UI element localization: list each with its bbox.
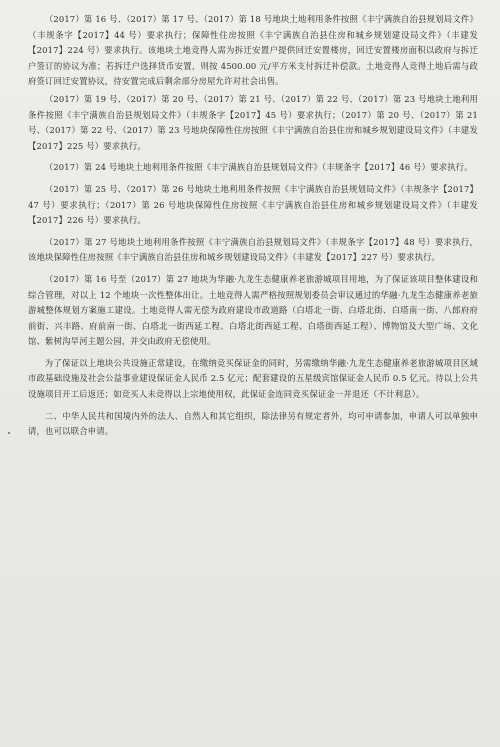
paragraph-lots-19-23: （2017）第 19 号、（2017）第 20 号、（2017）第 21 号、（2017）第 22 号、（2017）第 23 号地块土地利用条件按照《丰宁满族自治县规划局文件》（丰规条字【2017】45 号）要求执行；（2017）第 20 号、（2017）第 21 号、（2017）第 22 号、（2017）第 23 号地块保障性住房按照《丰宁满族自治县住房和城乡规划建设局文件》（丰建发【2017】225 号）要求执行。 bbox=[28, 93, 478, 151]
paragraph-deposit: 为了保证以上地块公共设施正常建设，在缴纳竞买保证金的同时，另需缴纳华融·九龙生态健康养老旅游城项目区域市政基础设施及社会公益事业建设保证金人民币 2.5 亿元；配套建设的五星级宾馆保证金人民币 0.5 亿元。待以上公共设施项目开工后返还；如竞买人未竞得以上宗地使用权，此保证金连同竞买保证金一并退还（不计利息）。 bbox=[28, 357, 478, 400]
paragraph-lots-16-18: （2017）第 16 号、（2017）第 17 号、（2017）第 18 号地块土地利用条件按照《丰宁满族自治县规划局文件》（丰规条字【2017】44 号）要求执行；保障性住房按照《丰宁满族自治县住房和城乡规划建设局文件》（丰建发【2017】224 号）要求执行。该地块土地竞得人需为拆迁安置户提供回迁安置楼房，回迁安置楼房面积以政府与拆迁户签订的协议为准；若拆迁户选择货币安置，则按 4500.00 元/平方米支付拆迁补偿款。土地竞得人竞得土地后需与政府签订回迁安置协议，待安置完成后剩余部分房屋允许对社会出售。 bbox=[28, 14, 478, 87]
paper-speck bbox=[8, 432, 10, 434]
paragraph-eligibility: 二、中华人民共和国境内外的法人、自然人和其它组织，除法律另有规定者外，均可申请参加，申请人可以单独申请，也可以联合申请。 bbox=[28, 410, 478, 437]
paragraph-lots-25-26: （2017）第 25 号、（2017）第 26 号地块土地利用条件按照《丰宁满族自治县规划局文件》（丰规条字【2017】47 号）要求执行；（2017）第 26 号地块保障性住房按照《丰宁满族自治县住房和城乡规划建设局文件》（丰建发【2017】226 号）要求执行。 bbox=[28, 183, 478, 226]
paragraph-project-overview: （2017）第 16 号至（2017）第 27 地块为华融·九龙生态健康养老旅游城项目用地，为了保证该项目整体建设和综合管理，对以上 12 个地块一次性整体出让。土地竞得人需严格按照规划委员会审议通过的华融·九龙生态健康养老旅游城整体规划方案施工建设。土地竞得人需无偿为政府建设市政道路（白塔北一街、白塔北街、白塔南一街、八郎府府前街、兴丰路、府前南一街、白塔北一街西延工程、白塔北街西延工程、白塔街西延工程）、博物馆及大型广场、文化馆、紫树沟旱河主题公园，并交由政府无偿使用。 bbox=[28, 273, 478, 347]
paragraph-lot-24: （2017）第 24 号地块土地利用条件按照《丰宁满族自治县规划局文件》（丰规条字【2017】46 号）要求执行。 bbox=[44, 162, 473, 173]
paragraph-lot-27: （2017）第 27 号地块土地利用条件按照《丰宁满族自治县规划局文件》（丰规条字【2017】48 号）要求执行，该地块保障性住房按照《丰宁满族自治县住房和城乡规划建设局文件》（丰建发【2017】227 号）要求执行。 bbox=[28, 236, 478, 263]
